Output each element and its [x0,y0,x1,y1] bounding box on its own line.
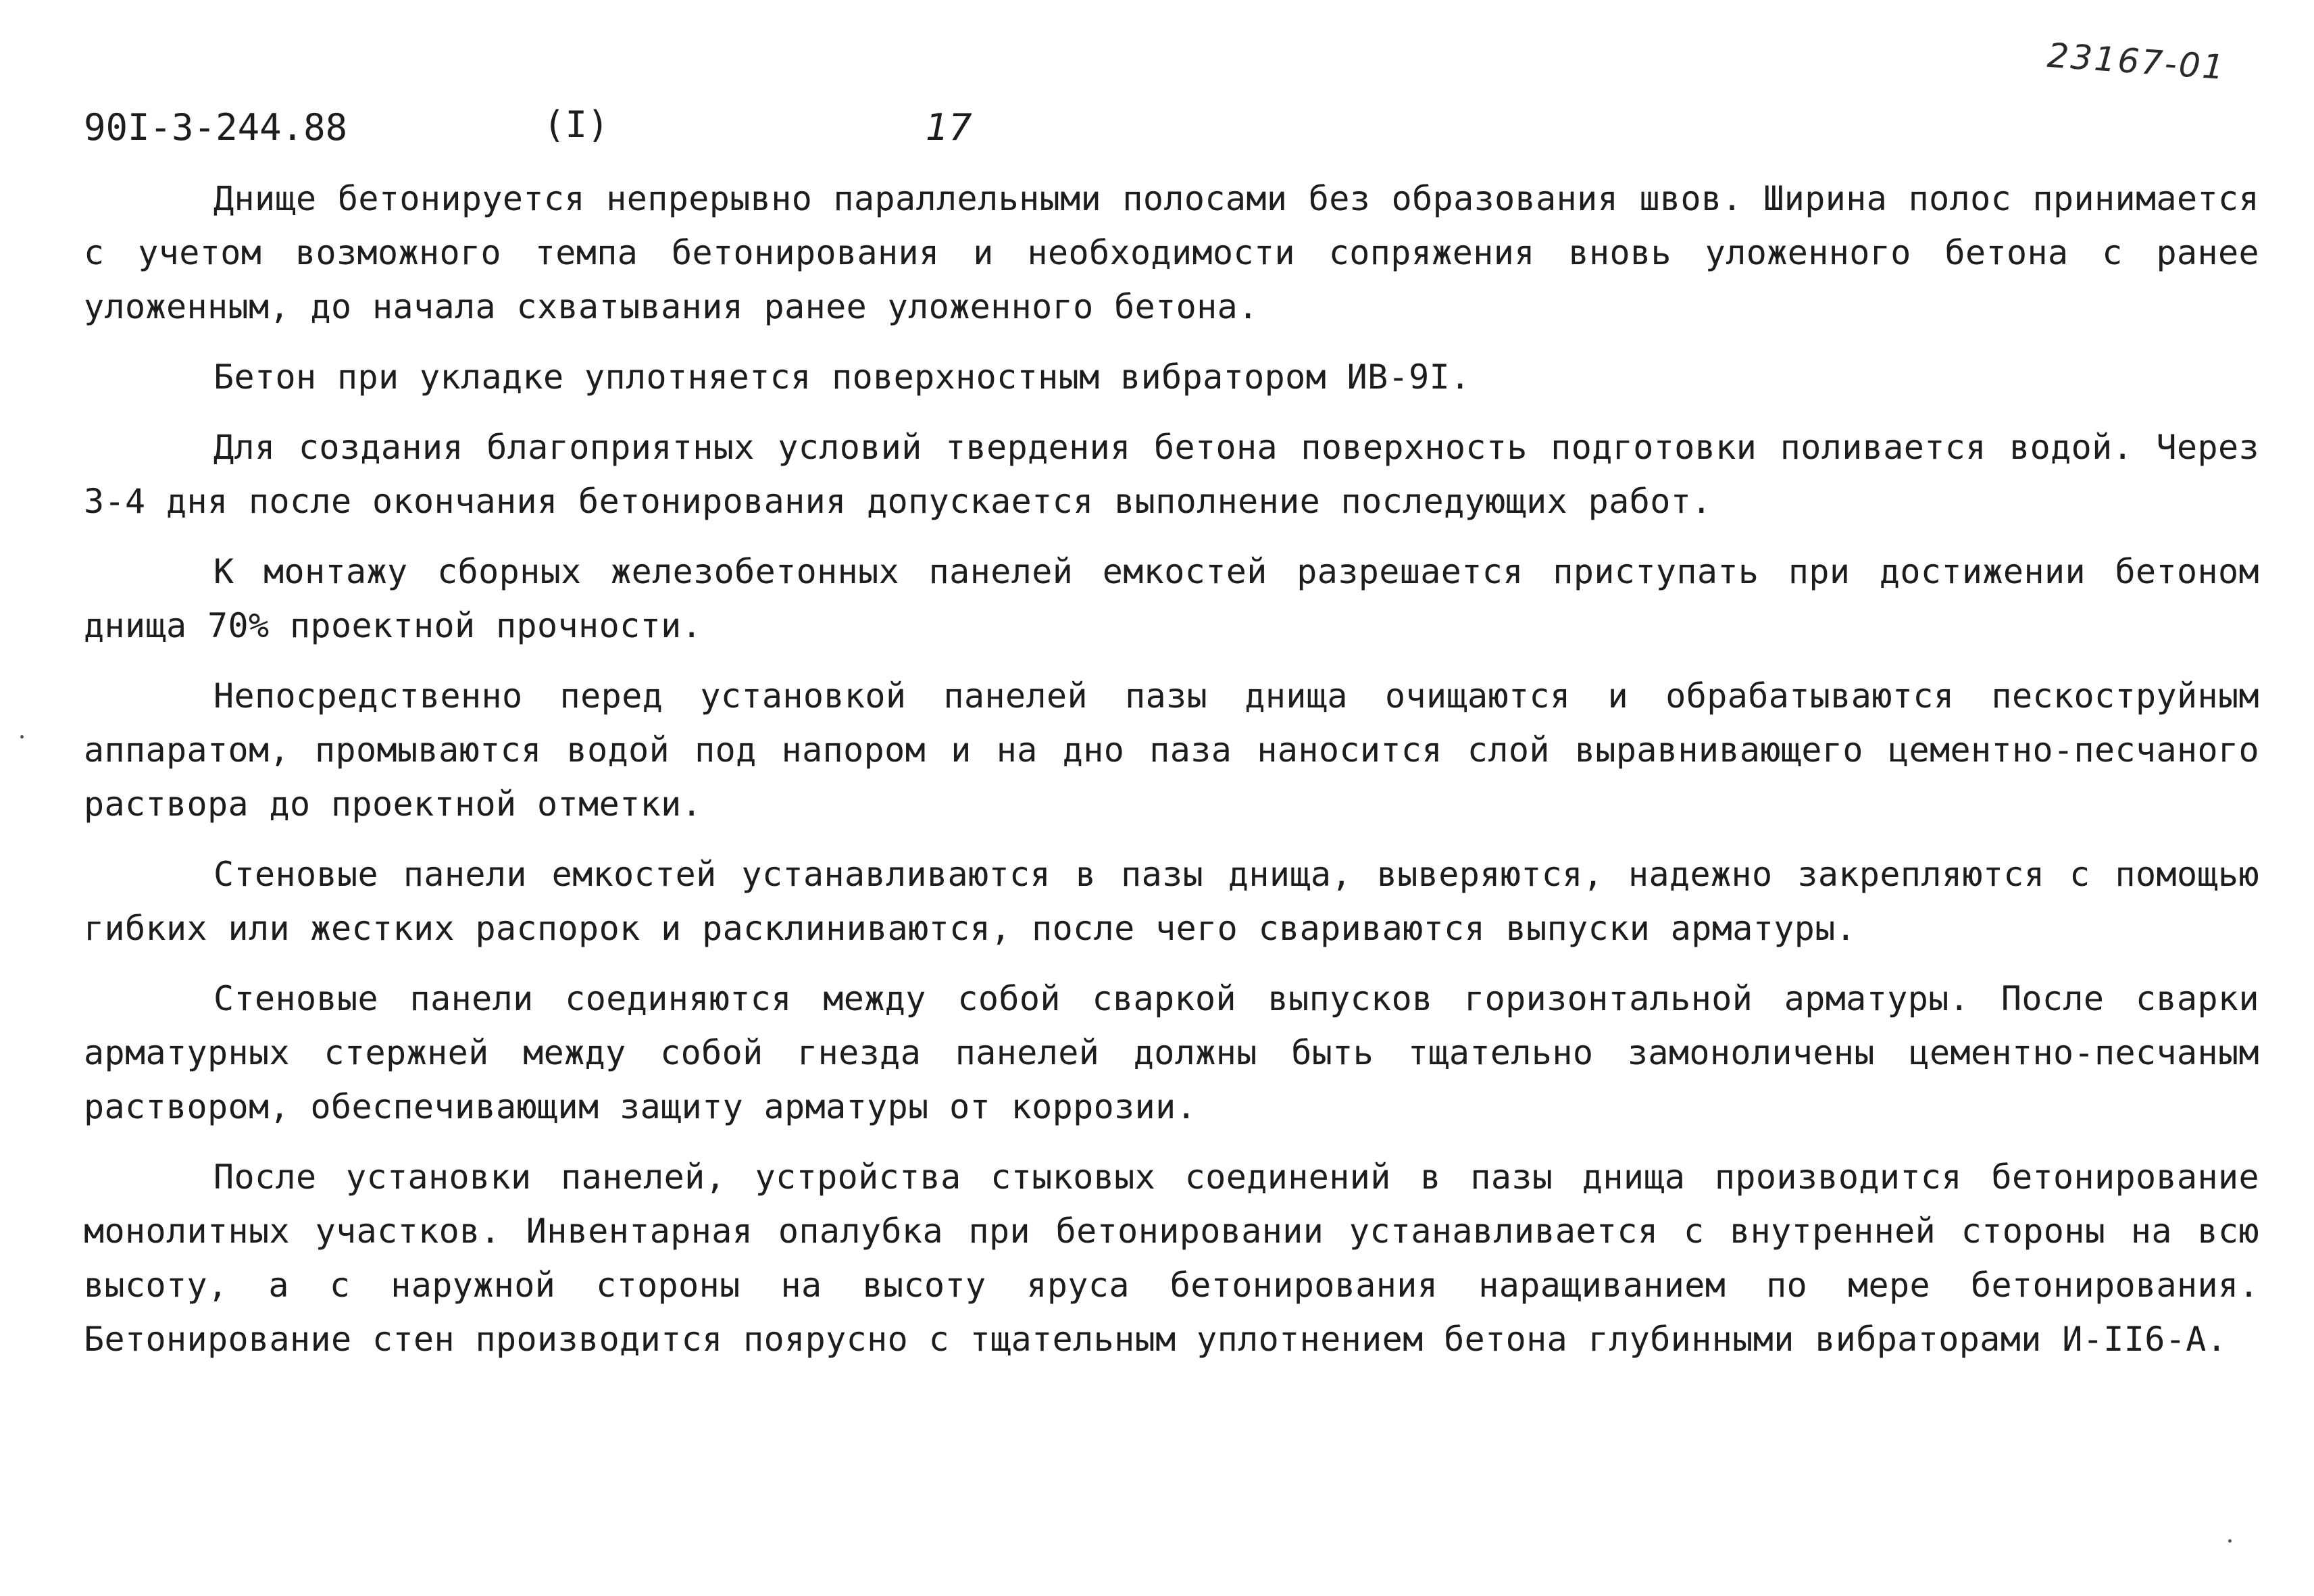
document-body [84,172,2259,1382]
paragraph-panel-welding: Стеновые панели соединяются между собой сваркой выпусков горизонтальной арматуры. После сварки арматурных стержней между собой гнезда панелей должны быть тщательно замоноличены цементно-песчаным раствором, обеспечивающим защиту арматуры от коррозии. [84,979,2259,1126]
paragraph-curing: Для создания благоприятных условий твердения бетона поверхность подготовки поливается водой. Через 3-4 дня после окончания бетонирования допускается выполнение последующих работ. [84,428,2259,521]
document-part: (I) [543,103,609,146]
paragraph-monolithic-concreting: После установки панелей, устройства стыковых соединений в пазы днища производится бетонирование монолитных участков. Инвентарная опалубка при бетонировании устанавливается с внутренней стороны на всю высоту, а с наружной стороны на высоту яруса бетонирования наращиванием по мере бетонирования. Бетонирование стен производится поярусно с тщательным уплотнением бетона глубинными вибраторами И-II6-А. [84,1157,2259,1359]
document-code: 90I-3-244.88 [84,106,348,149]
paragraph-groove-preparation: Непосредственно перед установкой панелей пазы днища очищаются и обрабатываются пескоструйным аппаратом, промываются водой под напором и на дно паза наносится слой выравнивающего цементно-песчаного раствора до проектной отметки. [84,676,2259,824]
page-number: 17 [926,106,972,149]
archive-number: 23167-01 [2046,35,2228,88]
paragraph-bottom-concreting: Днище бетонируется непрерывно параллельными полосами без образования швов. Ширина полос принимается с учетом возможного темпа бетонирования и необходимости сопряжения вновь уложенного бетона с ранее уложенным, до начала схватывания ранее уложенного бетона. [84,179,2259,326]
paragraph-panel-mounting: К монтажу сборных железобетонных панелей емкостей разрешается приступать при достижении бетоном днища 70% проектной прочности. [84,552,2259,645]
scan-speck [2228,1539,2232,1543]
paragraph-panel-installation: Стеновые панели емкостей устанавливаются в пазы днища, выверяются, надежно закрепляются с помощью гибких или жестких распорок и расклиниваются, после чего свариваются выпуски арматуры. [84,855,2259,948]
scan-speck [20,735,24,739]
paragraph-vibrator: Бетон при укладке уплотняется поверхностным вибратором ИВ-9I. [213,357,1471,397]
